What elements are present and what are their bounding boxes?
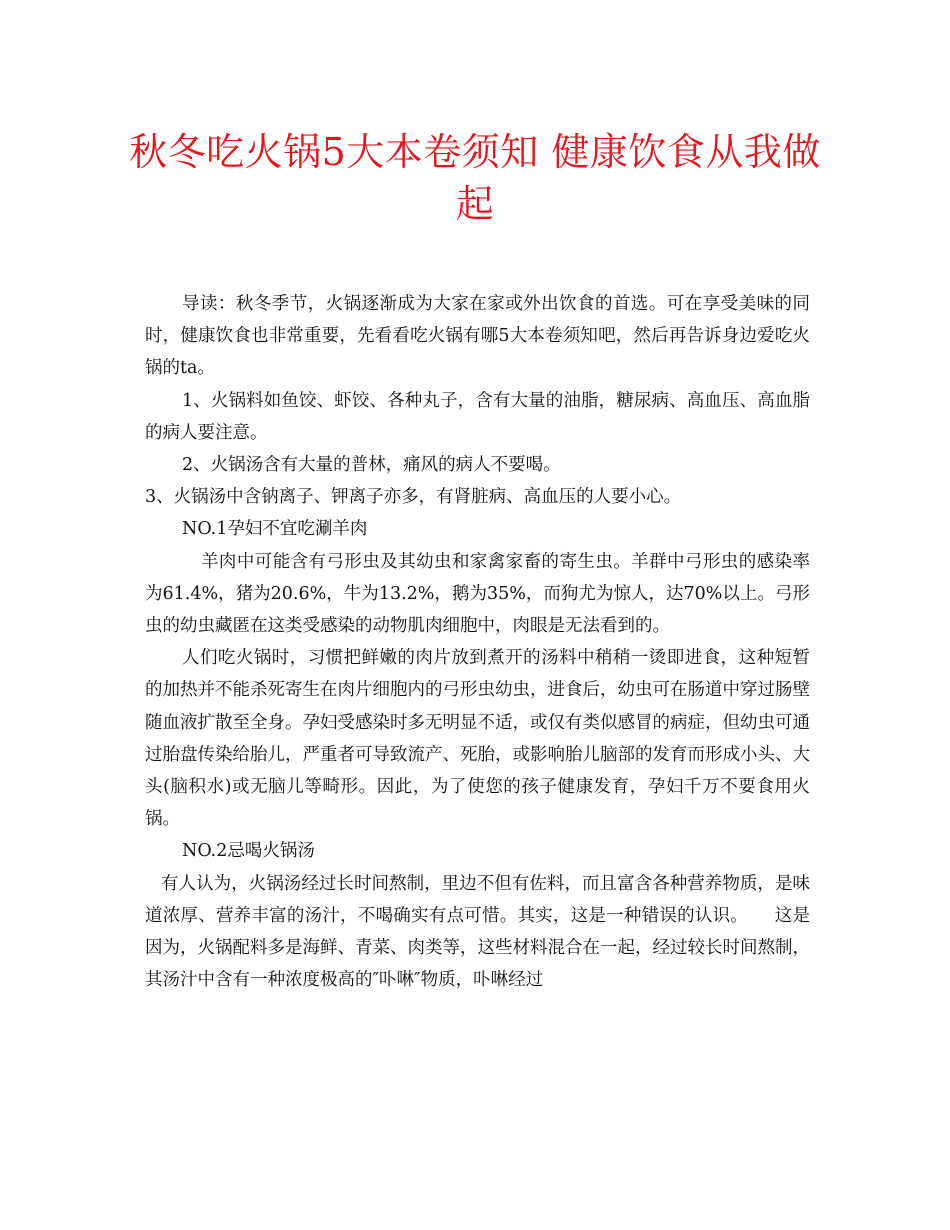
paragraph-soup-warning: 有人认为，火锅汤经过长时间熬制，里边不但有佐料，而且富含各种营养物质，是味道浓厚、营养丰富的汤汁，不喝确实有点可惜。其实，这是一种错误的认识。 这是因为，火锅配料多是海鲜、青菜、肉类等，这些材料混合在一起，经过较长时间熬制，其汤汁中含有一种浓度极高的″卟啉″物质，卟啉经过 xyxy=(145,873,810,991)
section-heading-no1: NO.1孕妇不宜吃涮羊肉 xyxy=(182,519,368,540)
paragraph-pregnant-warning: 人们吃火锅时，习惯把鲜嫩的肉片放到煮开的汤料中稍稍一烫即进食，这种短暂的加热并不能杀死寄生在肉片细胞内的弓形虫幼虫，进食后，幼虫可在肠道中穿过肠壁随血液扩散至全身。孕妇受感染时多无明显不适，或仅有类似感冒的病症，但幼虫可通过胎盘传染给胎儿，严重者可导致流产、死胎，或影响胎儿脑部的发育而形成小头、大头(脑积水)或无脑儿等畸形。因此，为了使您的孩子健康发育，孕妇千万不要食用火锅。 xyxy=(145,648,810,830)
document-body xyxy=(145,288,810,996)
document-title: 秋冬吃火锅5大本卷须知 健康饮食从我做起 xyxy=(129,130,821,226)
paragraph-intro: 导读：秋冬季节，火锅逐渐成为大家在家或外出饮食的首选。可在享受美味的同时，健康饮食也非常重要，先看看吃火锅有哪5大本卷须知吧，然后再告诉身边爱吃火锅的ta。 xyxy=(145,294,810,379)
section-heading-no2: NO.2忌喝火锅汤 xyxy=(182,841,315,862)
paragraph-point-1: 1、火锅料如鱼饺、虾饺、各种丸子，含有大量的油脂，糖尿病、高血压、高血脂的病人要注意。 xyxy=(145,390,810,443)
paragraph-mutton-parasite: 羊肉中可能含有弓形虫及其幼虫和家禽家畜的寄生虫。羊群中弓形虫的感染率为61.4%，猪为20.6%，牛为13.2%，鹅为35%，而狗尤为惊人，达70%以上。弓形虫的幼虫藏匿在这类受感染的动物肌肉细胞中，肉眼是无法看到的。 xyxy=(145,551,810,637)
paragraph-point-3: 3、火锅汤中含钠离子、钾离子亦多，有肾脏病、高血压的人要小心。 xyxy=(145,487,682,508)
paragraph-point-2: 2、火锅汤含有大量的普林，痛风的病人不要喝。 xyxy=(182,455,561,476)
